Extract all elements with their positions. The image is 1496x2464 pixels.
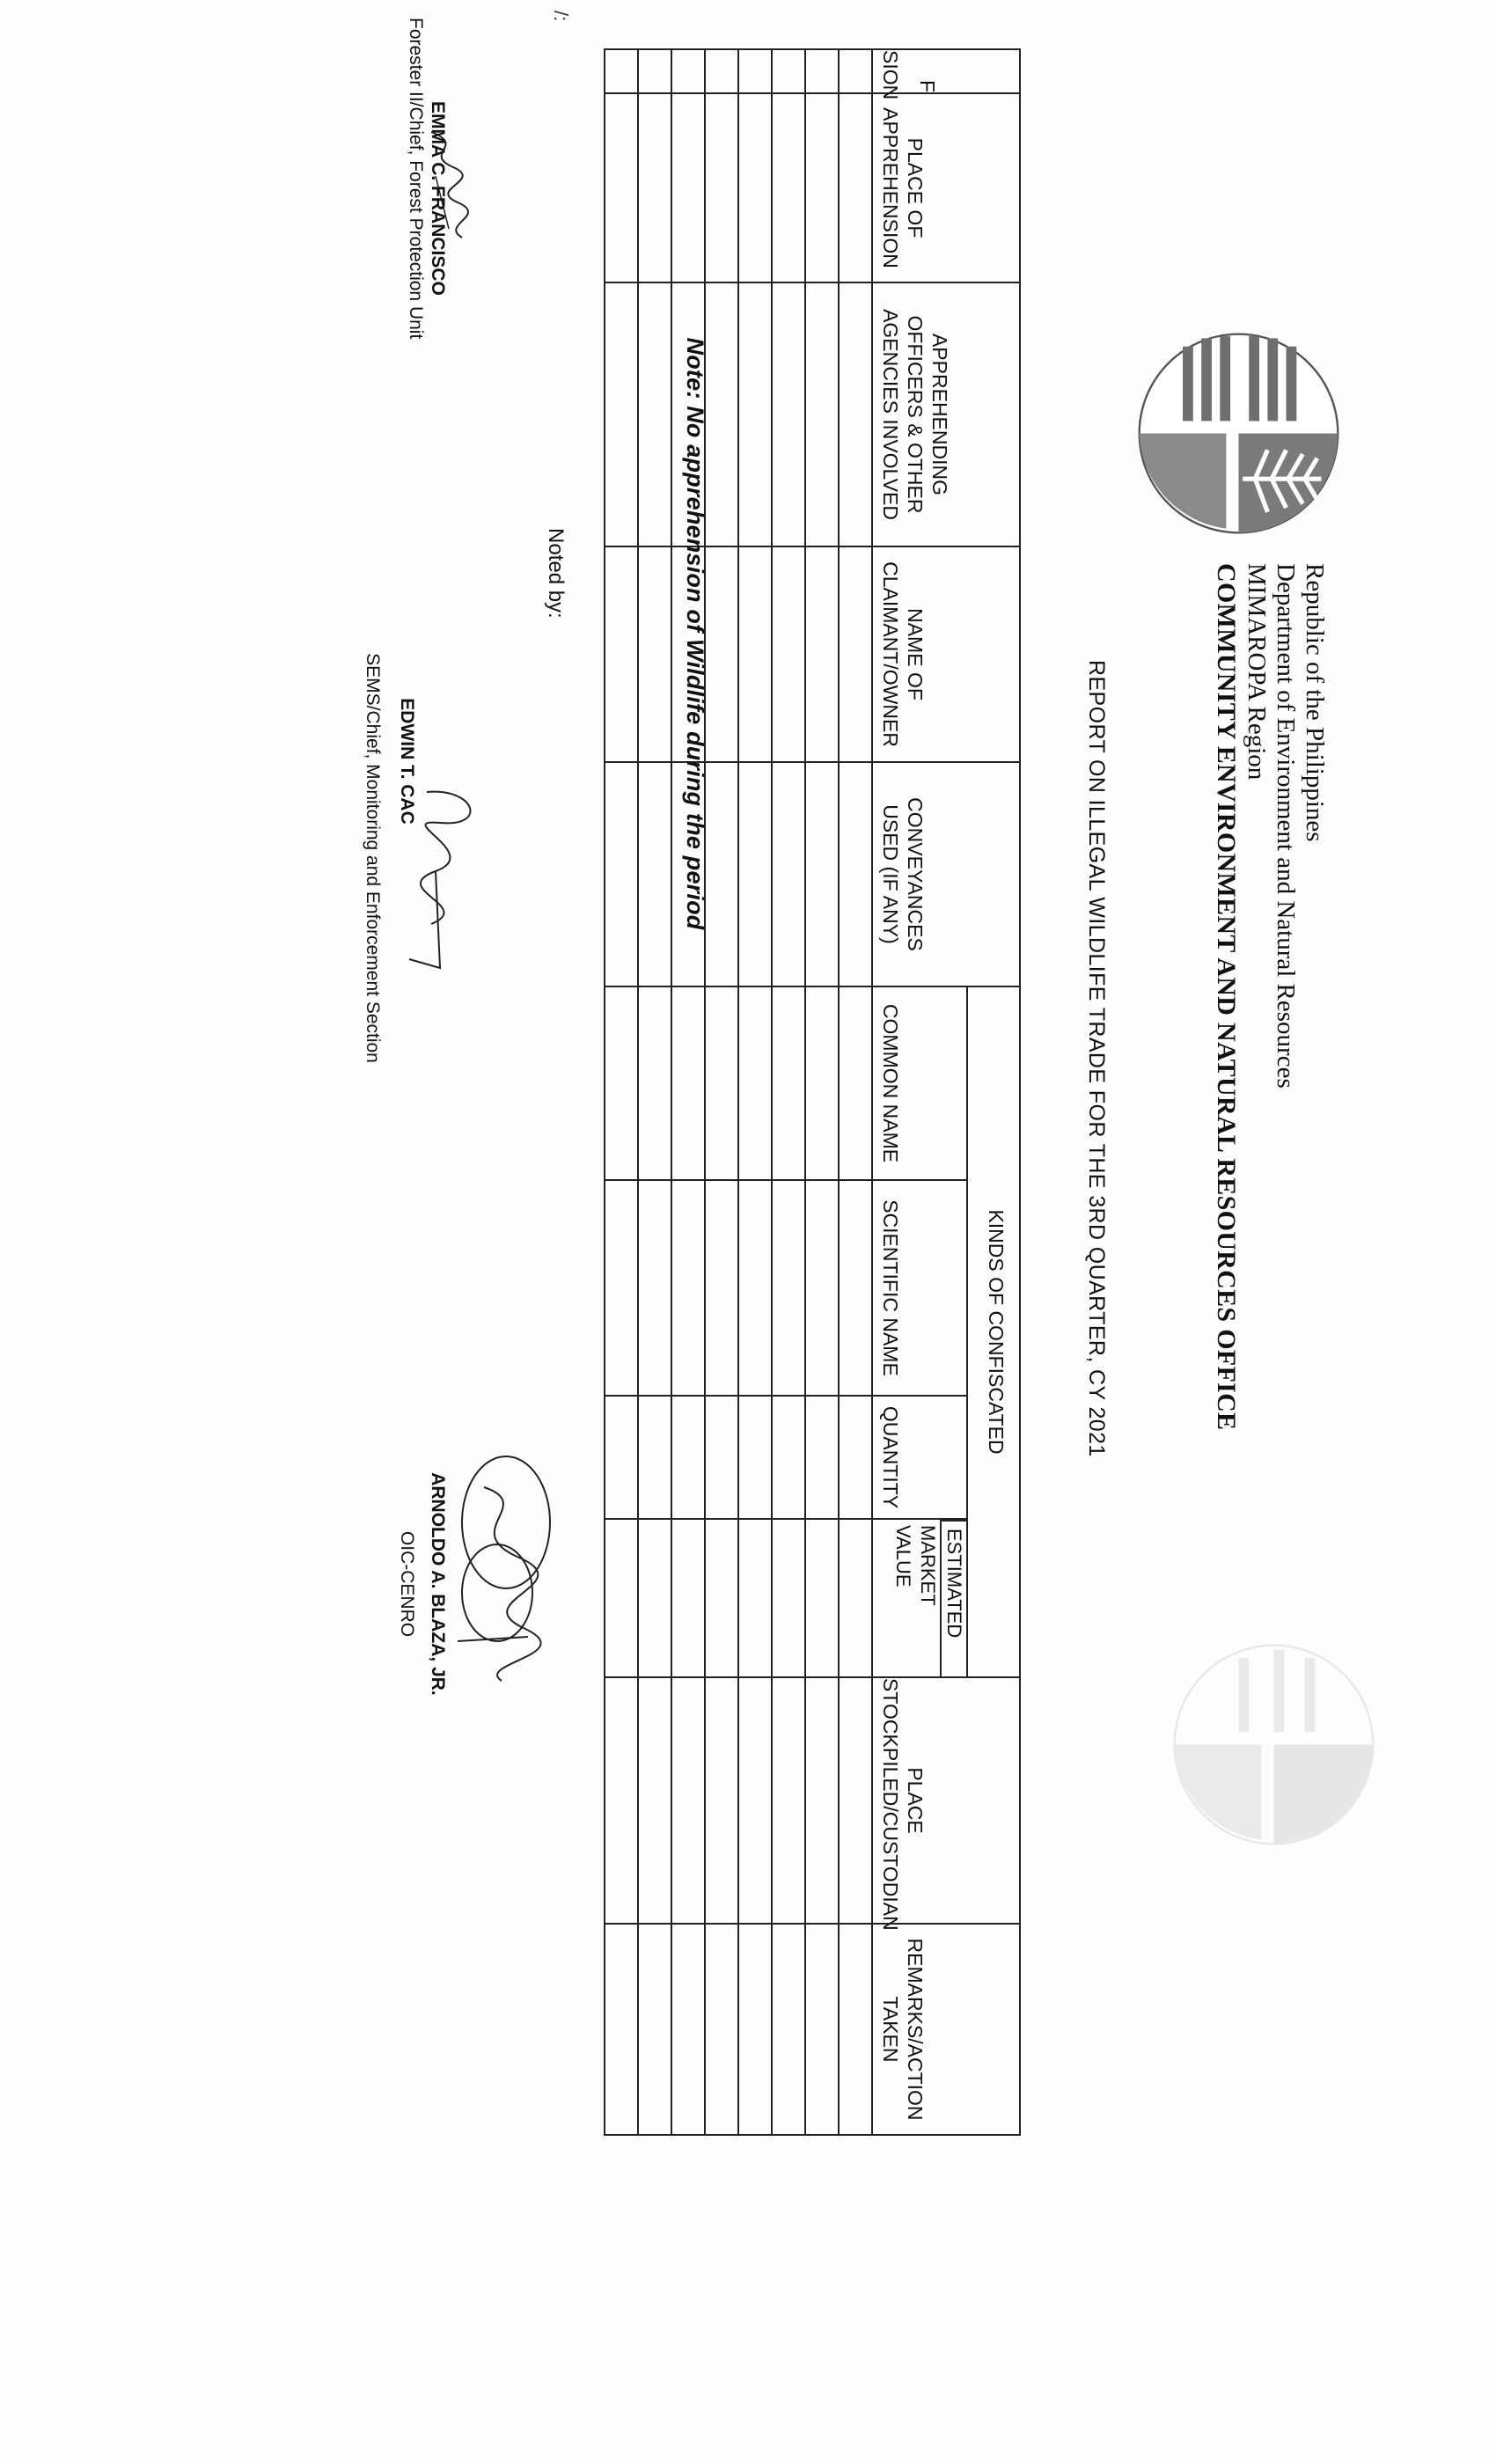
cenro-name: ARNOLDO A. BLAZA, JR. (428, 1472, 448, 1696)
claimant-owner-header: NAME OF CLAIMANT/OWNER (872, 546, 1020, 762)
report-title: REPORT ON ILLEGAL WILDLIFE TRADE FOR THE 3RD QUARTER, CY 2021 (1084, 660, 1109, 1457)
signature-blaza-icon (431, 1452, 563, 1690)
place-stockpiled-header: PLACE STOCKPILED/CUSTODIAN (872, 1677, 1020, 1924)
denr-logo-icon (1135, 330, 1342, 537)
sems-title: SEMS/Chief, Monitoring and Enforcement Section (363, 653, 383, 1063)
common-name-header: COMMON NAME (872, 986, 967, 1180)
place-of-apprehension-header: PLACE OF APPREHENSION (872, 93, 1020, 282)
remarks-action-header: REMARKS/ACTION TAKEN (872, 1924, 1020, 2135)
cenro-title: OIC-CENRO (397, 1530, 417, 1638)
signatory-blaza (396, 1452, 449, 1716)
wildlife-trade-table (604, 48, 1021, 2136)
table-row (638, 49, 671, 2135)
estimated-label: ESTIMATED (940, 1520, 966, 1676)
table-row (605, 49, 638, 2135)
scientific-name-header: SCIENTIFIC NAME (872, 1180, 967, 1396)
watermark-logo-icon (1170, 1641, 1377, 1848)
sems-name: EDWIN T. CAC (397, 698, 417, 825)
prepared-by-fragment: /: (550, 11, 572, 22)
office-line: COMMUNITY ENVIRONMENT AND NATURAL RESOURCES OFFICE (1212, 563, 1241, 1431)
kinds-of-confiscated-header: KINDS OF CONFISCATED (967, 986, 1020, 1677)
quantity-header: QUANTITY (872, 1396, 967, 1519)
market-value-label: MARKET VALUE (892, 1525, 939, 1606)
table-row (839, 49, 872, 2135)
market-value-header (872, 1519, 967, 1677)
noted-by-label: Noted by: (544, 528, 568, 619)
table-row (738, 49, 772, 2135)
forester-name: EMMA C. FRANCISCO (428, 101, 448, 296)
department-line: Department of Environment and Natural Resources (1272, 563, 1300, 1089)
region-line: MIMAROPA Region (1243, 563, 1271, 781)
forester-title: Forester II/Chief, Forest Protection Unit (406, 18, 426, 340)
conveyances-header: CONVEYANCES USED (IF ANY) (872, 762, 1020, 986)
partial-col-bottom: SION (879, 50, 902, 100)
partial-column-header (872, 49, 1020, 100)
no-apprehension-note: Note: No apprehension of Wildlife during the period (682, 337, 708, 930)
republic-line: Republic of the Philippines (1301, 563, 1329, 842)
table-row (805, 49, 839, 2135)
apprehending-officers-header: APPREHENDING OFFICERS & OTHER AGENCIES INVOLVED (872, 282, 1020, 546)
signatory-francisco (405, 18, 449, 339)
signatory-cac (362, 612, 418, 1104)
partial-col-top: F (916, 79, 939, 92)
table-row (772, 49, 805, 2135)
table-row (705, 49, 738, 2135)
letterhead (1210, 563, 1329, 1430)
